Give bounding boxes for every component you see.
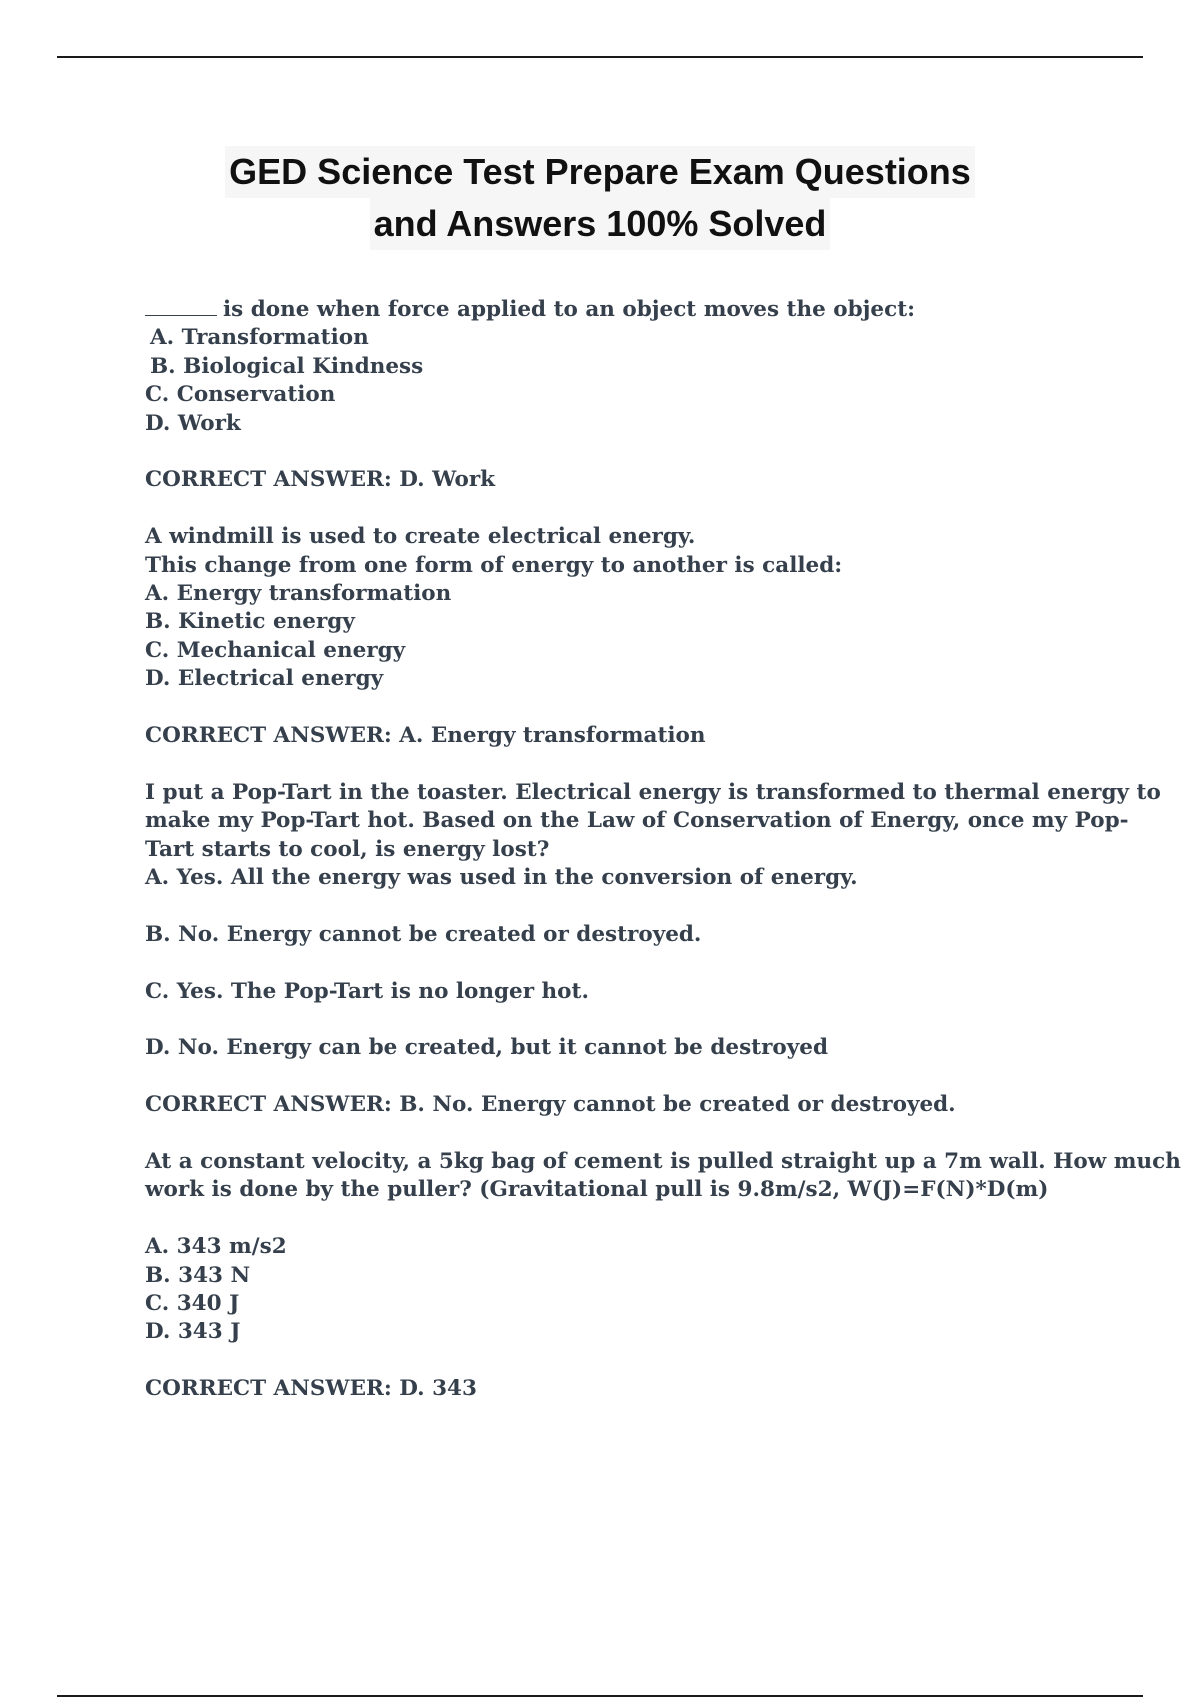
question-4-option-c: C. 340 J: [145, 1291, 240, 1317]
question-3-option-d: D. No. Energy can be created, but it cannot be destroyed: [145, 1035, 828, 1061]
question-2-prompt-line-2: This change from one form of energy to another is called:: [145, 552, 843, 578]
question-1-prompt: is done when force applied to an object moves the object:: [145, 296, 1095, 324]
questions-body: [145, 296, 1181, 1404]
title-line-2: and Answers 100% Solved: [370, 198, 831, 250]
question-2-option-c: C. Mechanical energy: [145, 637, 406, 663]
fill-in-blank: [145, 297, 217, 316]
question-1-option-d: D. Work: [145, 410, 241, 436]
question-2-option-d: D. Electrical energy: [145, 666, 384, 692]
question-3-prompt-line-1: I put a Pop-Tart in the toaster. Electrical energy is transformed to thermal energy to: [145, 779, 1161, 805]
question-4-option-a: A. 343 m/s2: [145, 1234, 287, 1260]
question-2-option-b: B. Kinetic energy: [145, 609, 355, 635]
question-3-option-c: C. Yes. The Pop-Tart is no longer hot.: [145, 978, 589, 1004]
question-4-prompt-line-2: work is done by the puller? (Gravitational pull is 9.8m/s2, W(J)=F(N)*D(m): [145, 1177, 1049, 1203]
question-3-prompt-line-3: Tart starts to cool, is energy lost?: [145, 836, 550, 862]
question-3-option-b: B. No. Energy cannot be created or destroyed.: [145, 921, 702, 947]
question-4-answer: CORRECT ANSWER: D. 343: [145, 1376, 477, 1402]
question-3-option-a: A. Yes. All the energy was used in the conversion of energy.: [145, 865, 858, 891]
question-1-option-b: B. Biological Kindness: [150, 353, 424, 379]
question-1-answer: CORRECT ANSWER: D. Work: [145, 467, 496, 493]
question-3-prompt-line-2: make my Pop-Tart hot. Based on the Law of Conservation of Energy, once my Pop-: [145, 808, 1129, 834]
question-2-answer: CORRECT ANSWER: A. Energy transformation: [145, 723, 706, 749]
document-title: [0, 146, 1200, 250]
top-rule: [57, 56, 1143, 58]
question-4-prompt-line-1: At a constant velocity, a 5kg bag of cement is pulled straight up a 7m wall. How much: [145, 1149, 1181, 1175]
title-line-1: GED Science Test Prepare Exam Questions: [225, 146, 975, 198]
question-1-option-c: C. Conservation: [145, 382, 336, 408]
question-4-option-b: B. 343 N: [145, 1262, 251, 1288]
question-2-prompt-line-1: A windmill is used to create electrical energy.: [145, 524, 696, 550]
question-1-option-a: A. Transformation: [150, 325, 369, 351]
question-4-option-d: D. 343 J: [145, 1319, 241, 1345]
question-2-option-a: A. Energy transformation: [145, 581, 452, 607]
bottom-rule: [57, 1695, 1143, 1697]
question-3-answer: CORRECT ANSWER: B. No. Energy cannot be created or destroyed.: [145, 1092, 956, 1118]
